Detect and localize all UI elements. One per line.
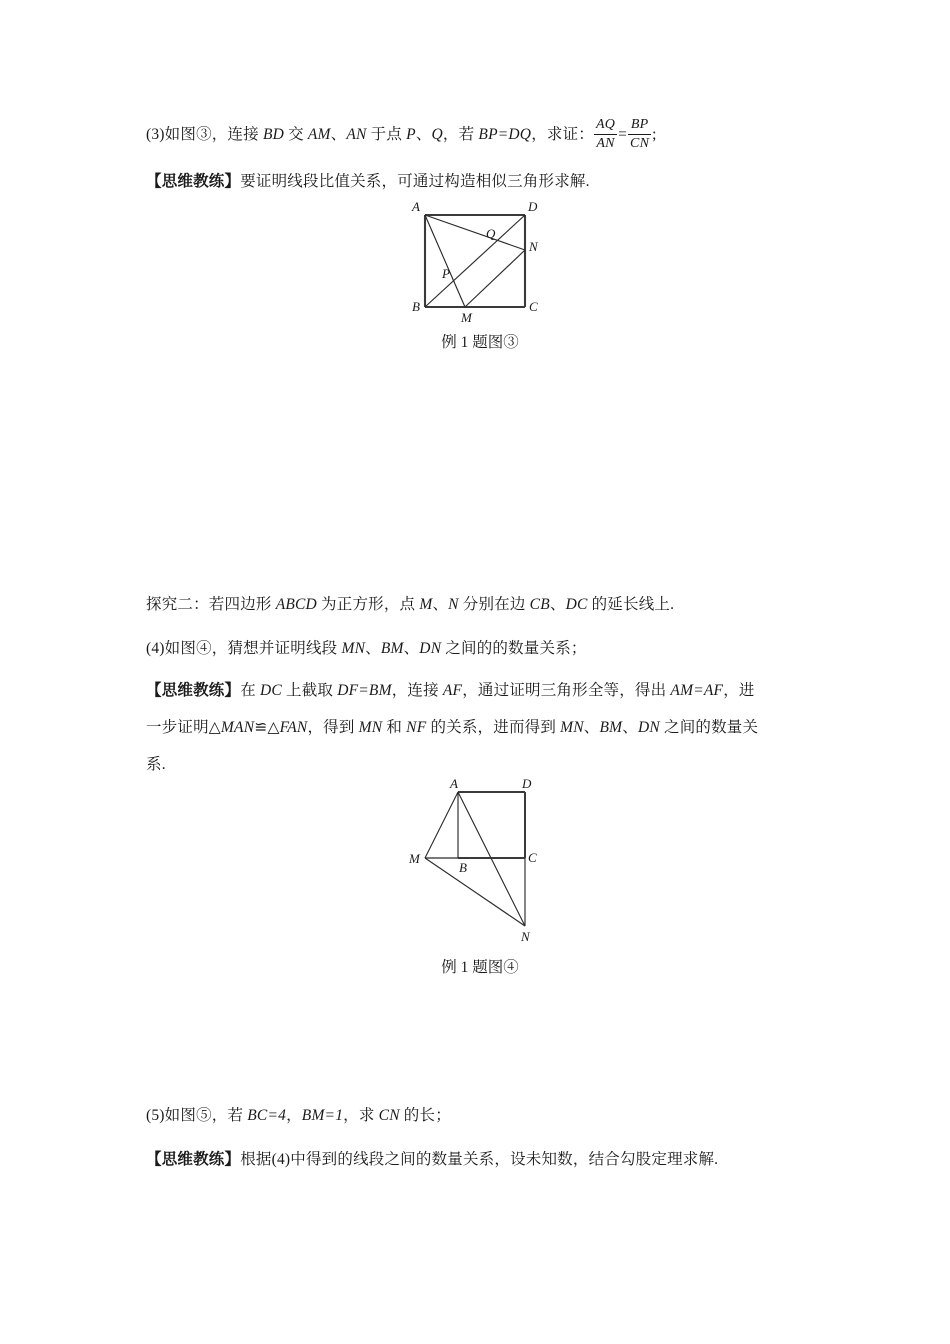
hint-4-t5: ，进 bbox=[723, 682, 755, 699]
question-5-line bbox=[146, 1104, 451, 1127]
explore-2-text-b: 为正方形，点 bbox=[316, 596, 420, 613]
condition-bp-dq: BP=DQ bbox=[478, 126, 532, 144]
line-mn-4 bbox=[425, 858, 525, 926]
triangle-fan: FAN bbox=[279, 719, 308, 736]
segment-dn-2: DN bbox=[637, 719, 660, 736]
label-m-fig3: M bbox=[461, 310, 472, 325]
triangle-man: MAN bbox=[220, 719, 255, 736]
label-c-fig4: C bbox=[528, 850, 537, 865]
figure-3-inner-lines bbox=[425, 215, 525, 307]
explore-2-text-a: 探究二：若四边形 bbox=[146, 596, 276, 613]
segment-dc: DC bbox=[565, 596, 588, 613]
line-am-4 bbox=[425, 792, 458, 858]
point-m: M bbox=[419, 596, 433, 613]
point-n: N bbox=[448, 596, 459, 613]
hint-4-t2: 上截取 bbox=[281, 682, 338, 699]
question-3-text-b: 交 bbox=[284, 126, 308, 144]
sep-1: 、 bbox=[330, 126, 347, 144]
hint-label-5: 【思维教练】 bbox=[146, 1151, 241, 1168]
triangle-symbol: △ bbox=[267, 719, 280, 736]
hint-4-line-1 bbox=[146, 672, 816, 709]
figure-4-labels bbox=[408, 778, 537, 944]
question-4-text-a: (4)如图④，猜想并证明线段 bbox=[146, 640, 342, 657]
question-3-text-a: (3)如图③，连接 bbox=[146, 126, 263, 144]
hint-4-t3: ，连接 bbox=[391, 682, 443, 699]
segment-cb: CB bbox=[529, 596, 550, 613]
square-outline-4 bbox=[458, 792, 525, 858]
question-5-text-b: ，求 bbox=[343, 1107, 379, 1124]
fraction-aq-an bbox=[594, 117, 617, 152]
question-4-text-b: 之间的的数量关系； bbox=[441, 640, 587, 657]
fraction-denominator-an: AN bbox=[596, 136, 615, 152]
segment-dc-2: DC bbox=[259, 682, 282, 699]
fraction-numerator-aq: AQ bbox=[594, 117, 617, 135]
condition-am-af: AM=AF bbox=[670, 682, 724, 699]
question-3-text-c: 于点 bbox=[366, 126, 407, 144]
fraction-numerator-bp: BP bbox=[628, 117, 651, 135]
question-3-text-e: ，求证： bbox=[531, 126, 595, 144]
sep-7: 、 bbox=[583, 719, 600, 736]
hint-4-t7: ，得到 bbox=[307, 719, 359, 736]
point-q: Q bbox=[431, 126, 443, 144]
hint-4-t4: ，通过证明三角形全等，得出 bbox=[462, 682, 671, 699]
sep-6: 、 bbox=[403, 640, 420, 657]
condition-bc-4: BC=4 bbox=[247, 1107, 287, 1124]
quad-abcd: ABCD bbox=[275, 596, 317, 613]
question-5-text-c: 的长； bbox=[399, 1107, 451, 1124]
explore-2-line bbox=[146, 593, 674, 616]
hint-text-5: 根据(4)中得到的线段之间的数量关系，设未知数，结合勾股定理求解. bbox=[240, 1151, 719, 1168]
line-bd bbox=[425, 215, 525, 307]
explore-2-text-d: 的延长线上. bbox=[587, 596, 675, 613]
sep-8: 、 bbox=[622, 719, 638, 736]
sep-2: 、 bbox=[415, 126, 432, 144]
hint-4-t8: 和 bbox=[382, 719, 407, 736]
figure-4-caption: 例 1 题图④ bbox=[441, 959, 519, 976]
segment-an: AN bbox=[346, 126, 367, 144]
label-c-fig3: C bbox=[529, 299, 538, 314]
segment-nf: NF bbox=[406, 719, 427, 736]
segment-mn: MN bbox=[341, 640, 366, 657]
sep-9: ， bbox=[286, 1107, 302, 1124]
label-m-fig4: M bbox=[409, 851, 420, 866]
label-b-fig4: B bbox=[459, 860, 467, 875]
hint-4-t6: 一步证明△ bbox=[146, 719, 221, 736]
fraction-bp-cn bbox=[628, 117, 651, 152]
segment-bm-2: BM bbox=[599, 719, 623, 736]
explore-2-text-c: 分别在边 bbox=[458, 596, 530, 613]
hint-label-3: 【思维教练】 bbox=[146, 173, 241, 190]
sep-4: 、 bbox=[549, 596, 566, 613]
label-d-fig4: D bbox=[522, 778, 532, 791]
question-4-line bbox=[146, 637, 587, 660]
segment-am: AM bbox=[307, 126, 331, 144]
label-d-fig3: D bbox=[528, 199, 538, 214]
label-p-fig3: P bbox=[442, 266, 450, 281]
semicolon: ; bbox=[652, 125, 657, 143]
fraction-denominator-cn: CN bbox=[630, 136, 650, 152]
sep-3: 、 bbox=[432, 596, 449, 613]
label-n-fig4: N bbox=[521, 929, 530, 944]
label-b-fig3: B bbox=[412, 299, 420, 314]
hint-text-3: 要证明线段比值关系，可通过构造相似三角形求解. bbox=[240, 173, 590, 190]
condition-df-bm: DF=BM bbox=[337, 682, 392, 699]
question-3-line bbox=[146, 118, 658, 153]
hint-5-line bbox=[146, 1148, 718, 1171]
sep-5: 、 bbox=[365, 640, 381, 657]
segment-cn: CN bbox=[378, 1107, 400, 1124]
figure-4-svg bbox=[400, 778, 575, 948]
segment-mn-2: MN bbox=[358, 719, 383, 736]
question-5-text-a: (5)如图⑤，若 bbox=[146, 1107, 248, 1124]
hint-3-line bbox=[146, 170, 590, 193]
hint-4-line-3: 系. bbox=[146, 756, 166, 773]
point-p: P bbox=[406, 126, 416, 144]
line-mn bbox=[465, 250, 525, 307]
congruent-sign: ≌ bbox=[254, 719, 268, 736]
line-an bbox=[425, 215, 525, 250]
segment-af: AF bbox=[442, 682, 463, 699]
label-a-fig3: A bbox=[412, 199, 420, 214]
label-a-fig4: A bbox=[450, 778, 458, 791]
hint-4-block bbox=[146, 672, 816, 783]
line-am bbox=[425, 215, 465, 307]
label-q-fig3: Q bbox=[486, 226, 496, 241]
hint-4-t9: 的关系，进而得到 bbox=[426, 719, 561, 736]
condition-bm-1: BM=1 bbox=[301, 1107, 344, 1124]
hint-4-t10: 之间的数量关 bbox=[659, 719, 759, 736]
figure-3 bbox=[395, 198, 570, 333]
equals-sign: = bbox=[618, 125, 628, 143]
segment-mn-3: MN bbox=[560, 719, 584, 736]
segment-bd: BD bbox=[262, 126, 285, 144]
hint-4-line-2 bbox=[146, 709, 816, 746]
hint-label-4: 【思维教练】 bbox=[146, 682, 241, 699]
question-3-text-d: ，若 bbox=[442, 126, 479, 144]
figure-3-caption: 例 1 题图③ bbox=[441, 334, 519, 351]
figure-4 bbox=[400, 778, 575, 953]
segment-dn: DN bbox=[419, 640, 442, 657]
figure-3-svg bbox=[395, 198, 570, 328]
segment-bm: BM bbox=[380, 640, 404, 657]
hint-4-t1: 在 bbox=[240, 682, 260, 699]
label-n-fig3: N bbox=[529, 239, 538, 254]
